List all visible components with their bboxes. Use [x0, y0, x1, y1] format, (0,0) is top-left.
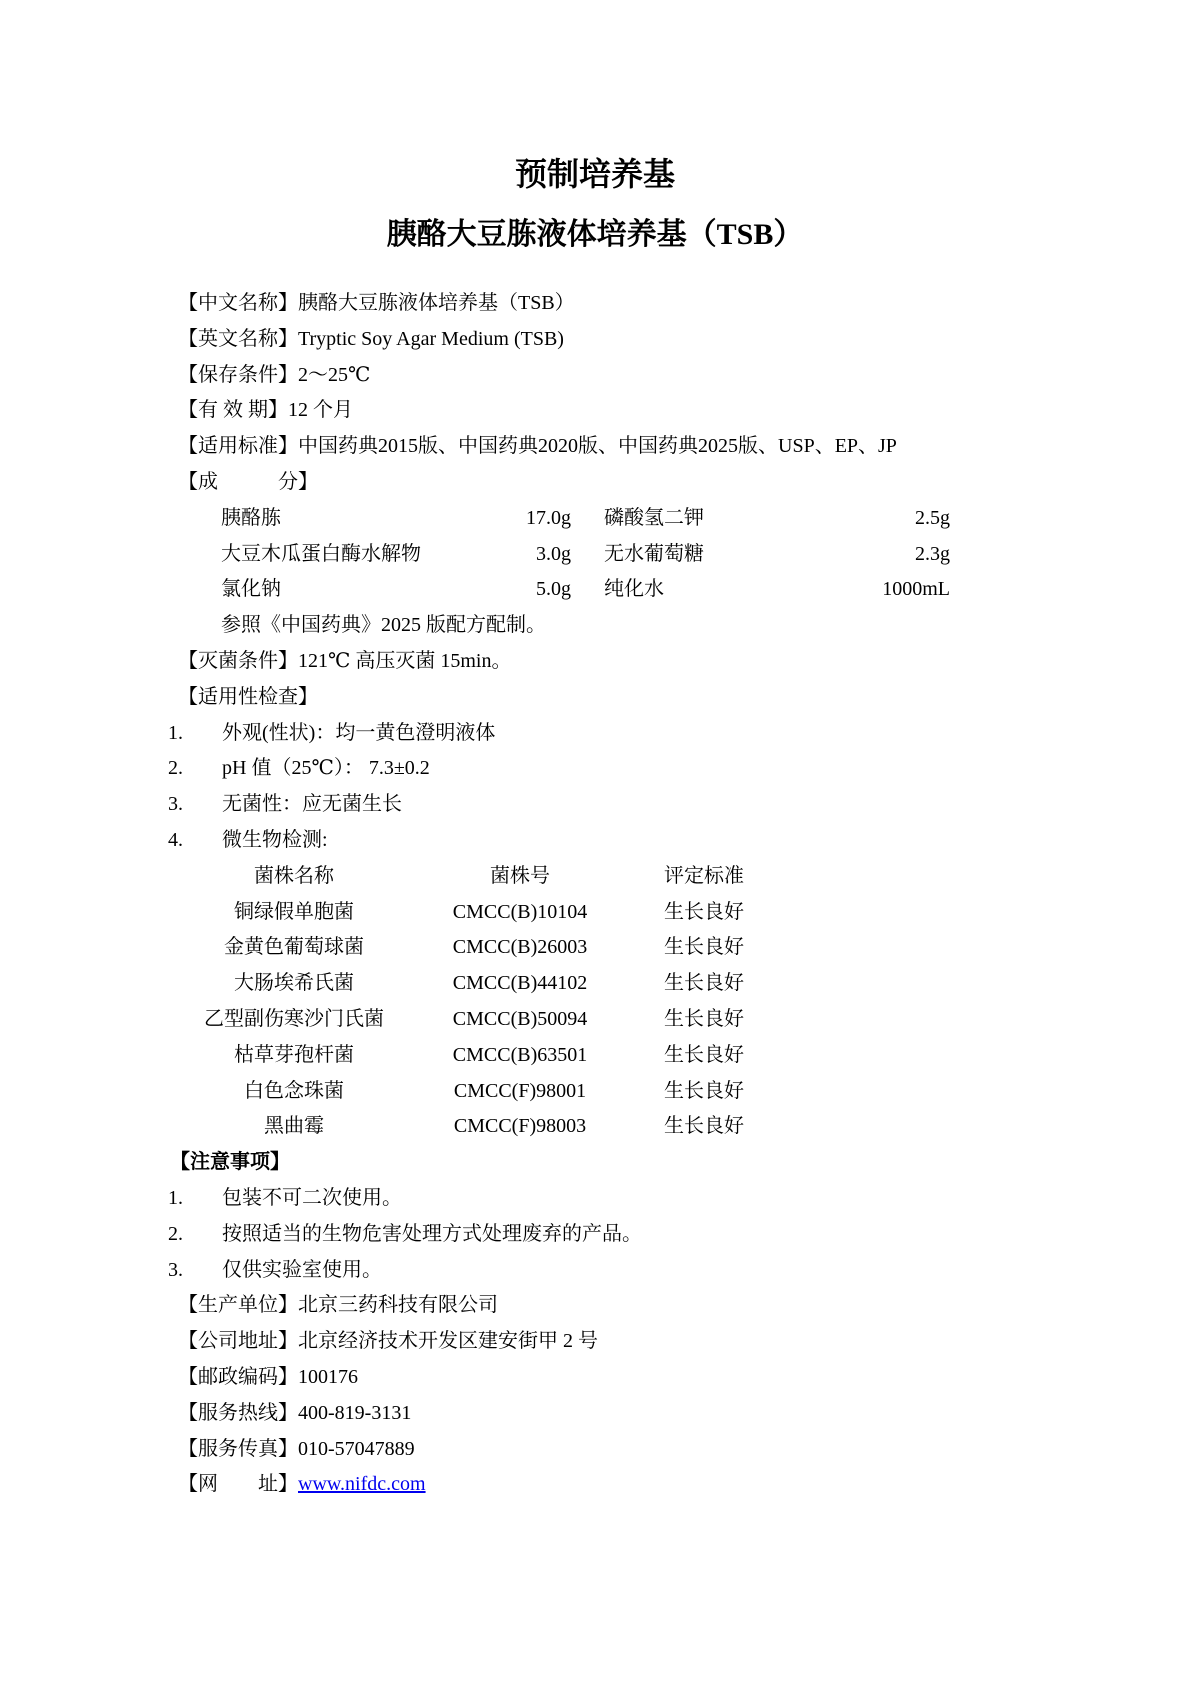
page-title: 预制培养基: [514, 156, 675, 192]
strain-name: 乙型副伤寒沙门氏菌: [204, 1007, 384, 1030]
ingredient-qty: 2.3g: [915, 542, 950, 565]
field-value: 12 个月: [288, 399, 353, 422]
field-hotline: [0, 1396, 1190, 1432]
field-value: 400-819-3131: [298, 1401, 412, 1424]
ingredient-name: 氯化钠: [221, 578, 281, 601]
suitability-item: [0, 787, 1190, 823]
strain-number: CMCC(B)50094: [452, 1007, 588, 1030]
composition-note: 参照《中国药典》2025 版配方配制。: [221, 614, 546, 637]
microbial-table-row: [0, 966, 1190, 1002]
strain-result: 生长良好: [664, 972, 744, 995]
strain-name: 铜绿假单胞菌: [234, 900, 354, 923]
ingredient-name: 胰酪胨: [221, 506, 281, 529]
field-label: 【灭菌条件】: [178, 649, 298, 672]
strain-result: 生长良好: [664, 1115, 744, 1138]
microbial-table-row: [0, 1002, 1190, 1038]
ingredient-row: [0, 572, 1190, 608]
strain-result: 生长良好: [664, 900, 744, 923]
document-body: [0, 286, 1190, 1503]
field-value: 100176: [298, 1365, 358, 1388]
field-value: 北京经济技术开发区建安街甲 2 号: [298, 1330, 598, 1353]
field-label: 【服务传真】: [178, 1437, 298, 1460]
strain-result: 生长良好: [664, 1043, 744, 1066]
table-header-cell: 菌株名称: [254, 864, 334, 887]
field-storage: [0, 358, 1190, 394]
ingredient-name: 纯化水: [604, 578, 664, 601]
item-number: 2.: [168, 757, 183, 780]
field-standards: [0, 429, 1190, 465]
item-text: 外观(性状)：均一黄色澄明液体: [222, 721, 496, 744]
strain-result: 生长良好: [664, 1007, 744, 1030]
strain-number: CMCC(B)63501: [452, 1043, 588, 1066]
field-postcode: [0, 1360, 1190, 1396]
field-label: 【网 址】: [178, 1473, 298, 1496]
strain-number: CMCC(F)98003: [453, 1115, 587, 1138]
field-label: 【成 分】: [178, 470, 318, 493]
field-label: 【服务热线】: [178, 1401, 298, 1424]
strain-name: 大肠埃希氏菌: [234, 972, 354, 995]
item-text: 微生物检测:: [222, 828, 328, 851]
field-value: 121℃ 高压灭菌 15min。: [298, 649, 512, 672]
suitability-item: [0, 823, 1190, 859]
table-header-cell: 评定标准: [664, 864, 744, 887]
field-label: 【适用标准】: [178, 435, 298, 458]
field-sterilization: [0, 644, 1190, 680]
ingredient-qty: 3.0g: [536, 542, 571, 565]
item-text: 无菌性：应无菌生长: [222, 793, 402, 816]
field-label: 【中文名称】: [178, 292, 298, 314]
microbial-table-row: [0, 1038, 1190, 1074]
ingredient-row: [0, 537, 1190, 573]
field-label: 【英文名称】: [178, 327, 298, 350]
ingredient-qty: 2.5g: [915, 506, 950, 529]
precaution-item: [0, 1181, 1190, 1217]
field-label: 【有 效 期】: [178, 399, 288, 422]
page-subtitle: 胰酪大豆胨液体培养基（TSB）: [386, 218, 804, 251]
field-address: [0, 1324, 1190, 1360]
field-label: 【邮政编码】: [178, 1365, 298, 1388]
suitability-item: [0, 716, 1190, 752]
strain-result: 生长良好: [664, 1079, 744, 1102]
field-value: 中国药典2015版、中国药典2020版、中国药典2025版、USP、EP、JP: [298, 435, 897, 458]
ingredient-qty: 17.0g: [526, 506, 571, 529]
section-precautions-label: 【注意事项】: [170, 1151, 290, 1174]
field-label: 【生产单位】: [178, 1294, 298, 1317]
strain-name: 金黄色葡萄球菌: [224, 936, 364, 959]
ingredient-qty: 1000mL: [882, 578, 950, 601]
website-link[interactable]: www.nifdc.com: [298, 1473, 426, 1496]
field-en-name: [0, 322, 1190, 358]
section-suitability-label: 【适用性检查】: [178, 685, 318, 708]
strain-number: CMCC(B)10104: [452, 900, 588, 923]
field-shelf-life: [0, 393, 1190, 429]
precaution-item: [0, 1217, 1190, 1253]
table-header-cell: 菌株号: [490, 864, 550, 887]
field-fax: [0, 1432, 1190, 1468]
item-text: pH 值（25℃）： 7.3±0.2: [222, 757, 430, 780]
strain-name: 白色念珠菌: [244, 1079, 344, 1102]
ingredient-row: [0, 501, 1190, 537]
microbial-table-row: [0, 1074, 1190, 1110]
section-composition-label: [0, 465, 1190, 501]
field-manufacturer: [0, 1288, 1190, 1324]
ingredient-name: 磷酸氢二钾: [604, 506, 704, 529]
field-value: 2～25℃: [298, 363, 371, 386]
item-number: 2.: [168, 1222, 183, 1245]
strain-number: CMCC(B)26003: [452, 936, 588, 959]
ingredient-name: 大豆木瓜蛋白酶水解物: [221, 542, 421, 565]
suitability-item: [0, 751, 1190, 787]
field-value: 010-57047889: [298, 1437, 415, 1460]
field-value: Tryptic Soy Agar Medium (TSB): [298, 327, 564, 350]
strain-number: CMCC(B)44102: [452, 972, 588, 995]
strain-result: 生长良好: [664, 936, 744, 959]
item-text: 包装不可二次使用。: [222, 1186, 402, 1209]
field-label: 【保存条件】: [178, 363, 298, 386]
field-website: [0, 1467, 1190, 1503]
microbial-table-row: [0, 895, 1190, 931]
microbial-table-row: [0, 1109, 1190, 1145]
field-label: 【公司地址】: [178, 1330, 298, 1353]
item-text: 仅供实验室使用。: [222, 1258, 382, 1281]
ingredient-name: 无水葡萄糖: [604, 542, 704, 565]
item-text: 按照适当的生物危害处理方式处理废弃的产品。: [222, 1222, 642, 1245]
microbial-table-header: [0, 859, 1190, 895]
strain-name: 黑曲霉: [264, 1115, 324, 1138]
item-number: 4.: [168, 828, 183, 851]
item-number: 3.: [168, 793, 183, 816]
field-value: 胰酪大豆胨液体培养基（TSB）: [298, 292, 575, 314]
item-number: 1.: [168, 1186, 183, 1209]
ingredient-qty: 5.0g: [536, 578, 571, 601]
microbial-table-row: [0, 930, 1190, 966]
item-number: 3.: [168, 1258, 183, 1281]
precaution-item: [0, 1253, 1190, 1289]
strain-name: 枯草芽孢杆菌: [234, 1043, 354, 1066]
field-cn-name: [0, 286, 1190, 322]
strain-number: CMCC(F)98001: [453, 1079, 587, 1102]
field-value: 北京三药科技有限公司: [298, 1294, 498, 1317]
item-number: 1.: [168, 721, 183, 744]
